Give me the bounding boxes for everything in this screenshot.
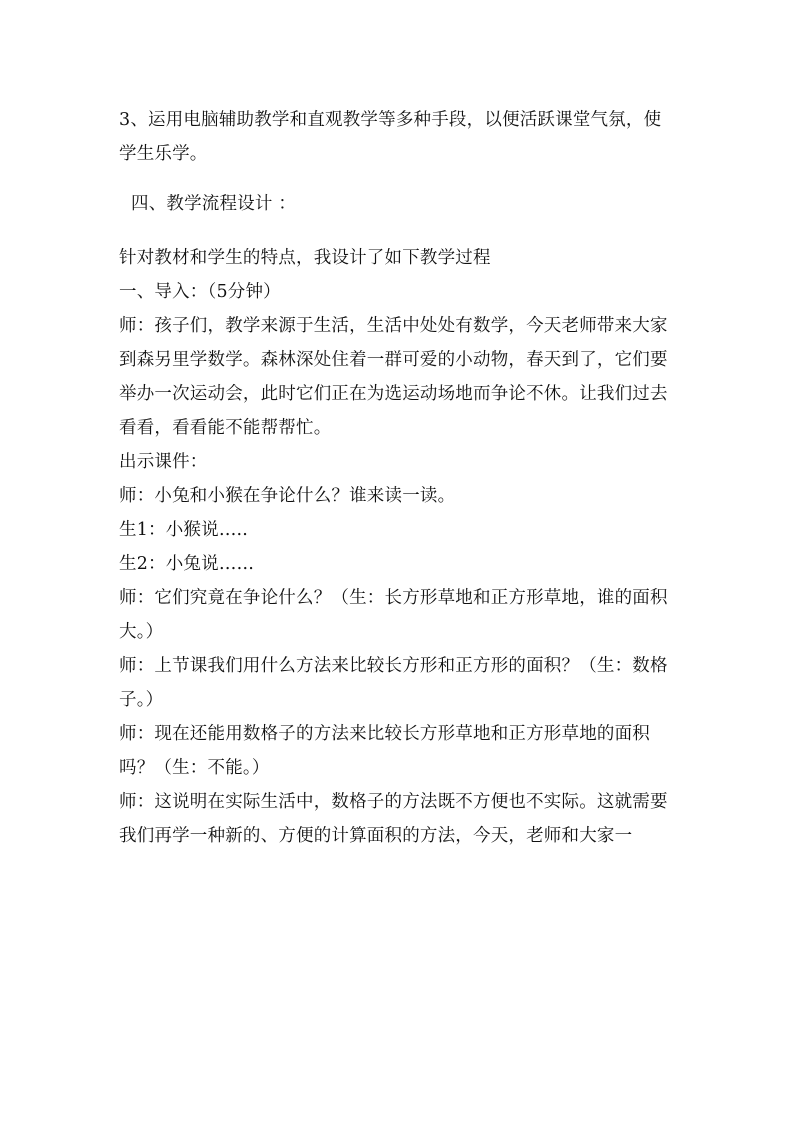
paragraph-teaching-method: 3、运用电脑辅助教学和直观教学等多种手段，以便活跃课堂气氛，使学生乐学。 [119, 110, 662, 164]
subheading-lead-in: 一、导入：（5分钟） [119, 282, 281, 302]
paragraph-teacher-question-3: 师：上节课我们用什么方法来比较长方形和正方形的面积？（生：数格子。） [119, 656, 668, 710]
paragraph-teacher-question-1: 师：小兔和小猴在争论什么？谁来读一读。 [119, 486, 456, 506]
paragraph-teacher-question-2: 师：它们究竟在争论什么？（生：长方形草地和正方形草地，谁的面积大。） [119, 588, 668, 642]
paragraph-student-1: 生1：小猴说….. [119, 520, 249, 540]
paragraph-intro-process: 针对教材和学生的特点，我设计了如下教学过程 [119, 248, 491, 268]
paragraph-teacher-conclusion: 师：这说明在实际生活中，数格子的方法既不方便也不实际。这就需要我们再学一种新的、方便的计算面积的方法，今天，老师和大家一 [119, 792, 668, 846]
paragraph-teacher-story: 师：孩子们，教学来源于生活，生活中处处有数学，今天老师带来大家到森另里学数学。森林深处住着一群可爱的小动物，春天到了，它们要举办一次运动会，此时它们正在为选运动场地而争论不休。让我们过去看看，看看能不能帮帮忙。 [119, 316, 668, 438]
paragraph-teacher-question-4: 师：现在还能用数格子的方法来比较长方形草地和正方形草地的面积吗？（生：不能。） [119, 724, 650, 778]
section-heading-teaching-flow: 四、教学流程设计 ： [131, 194, 297, 214]
document-body [119, 103, 679, 853]
paragraph-student-2: 生2：小兔说…… [119, 554, 255, 574]
paragraph-show-courseware: 出示课件： [119, 452, 208, 472]
